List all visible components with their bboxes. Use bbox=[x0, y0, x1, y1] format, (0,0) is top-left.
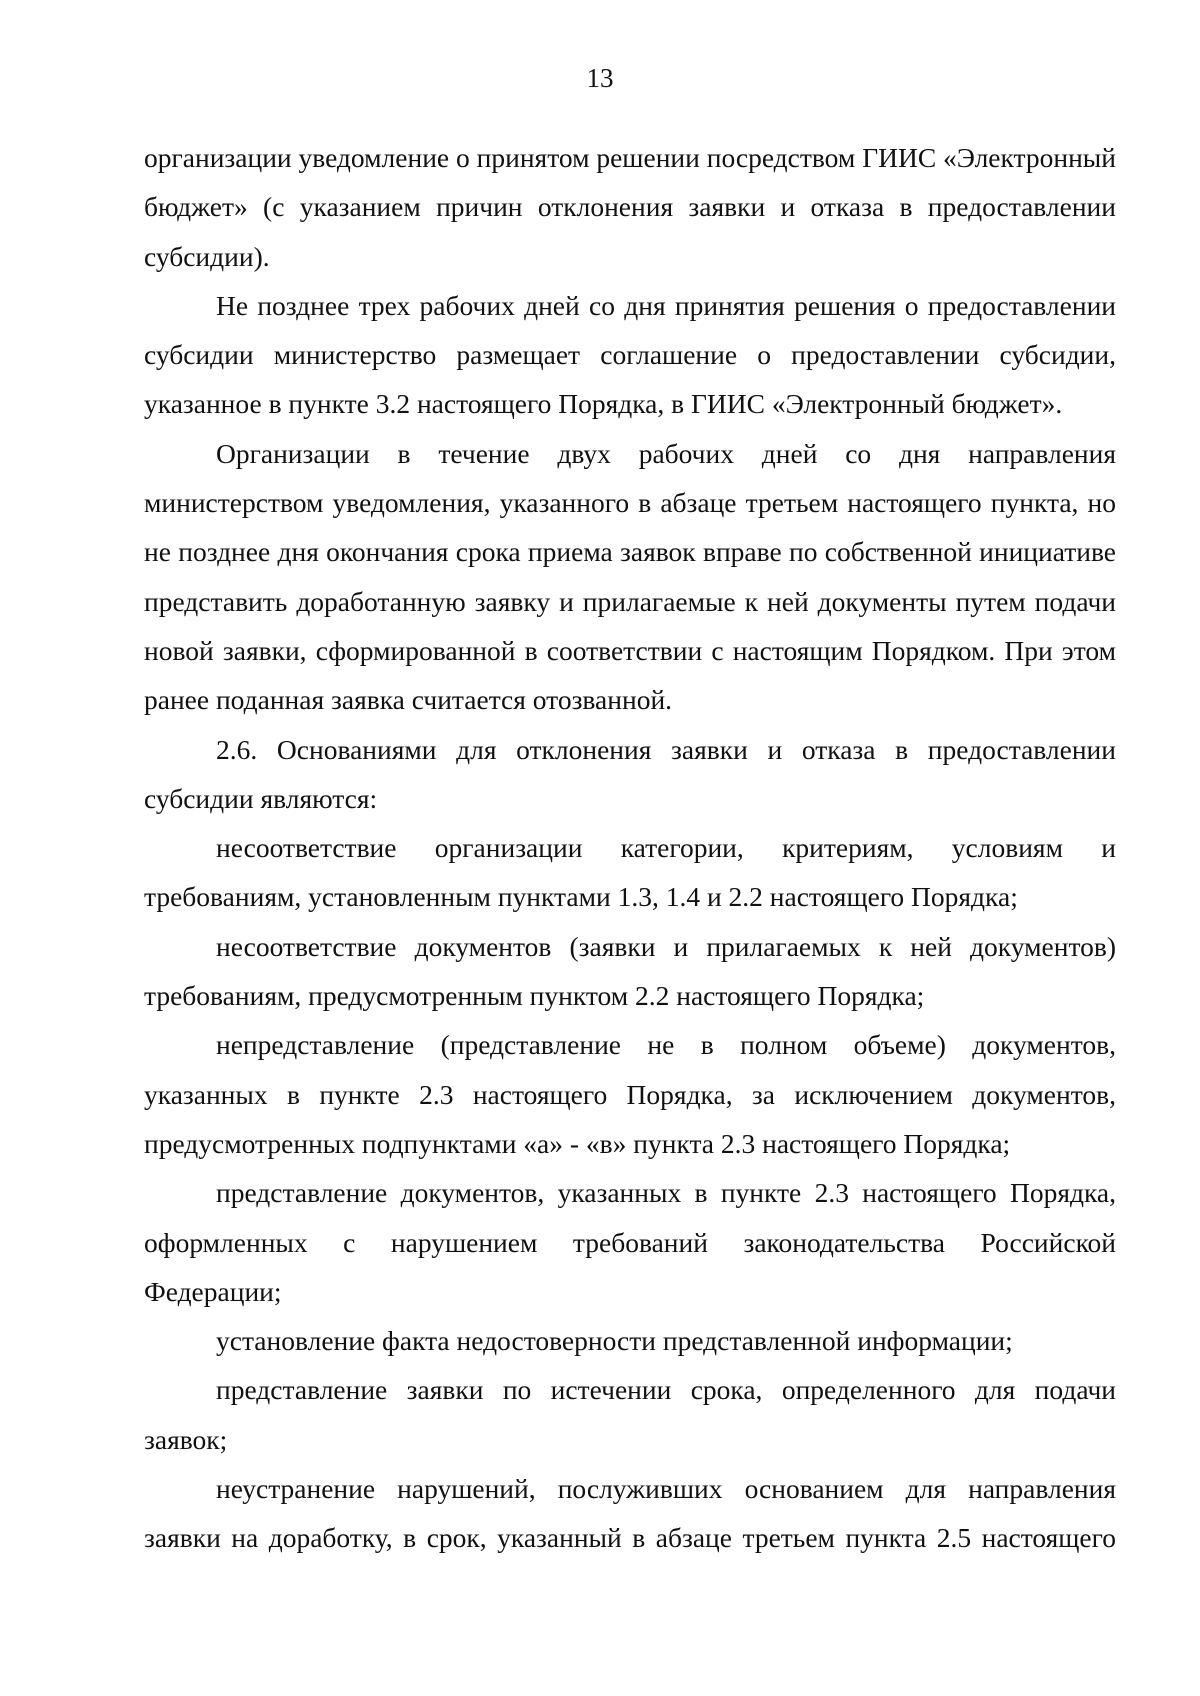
list-item: несоответствие организации категории, критериям, условиям и требованиям, установленным пунктами 1.3, 1.4 и 2.2 настоящего Порядка; bbox=[144, 832, 1116, 913]
list-item: установление факта недостоверности представленной информации; bbox=[216, 1325, 1013, 1357]
list-item-continued: неустранение нарушений, послуживших основанием для направления заявки на доработку, в срок, указанный в абзаце третьем пункта 2.5 настоящего bbox=[144, 1473, 1116, 1554]
page-number: 13 bbox=[586, 63, 614, 93]
list-item: несоответствие документов (заявки и прилагаемых к ней документов) требованиям, предусмотренным пунктом 2.2 настоящего Порядка; bbox=[144, 930, 1116, 1012]
document-body bbox=[144, 133, 1116, 1563]
paragraph-section-2-6: 2.6. Основаниями для отклонения заявки и отказа в предоставлении субсидии являются: bbox=[144, 733, 1116, 814]
paragraph: Организации в течение двух рабочих дней со дня направления министерством уведомления, указанного в абзаце третьем настоящего пункта, но не позднее дня окончания срока приема заявок вправе по собственной инициативе представить доработанную заявку и прилагаемые к ней документы путем подачи новой заявки, сформированной в соответствии с настоящим Порядком. При этом ранее поданная заявка считается отозванной. bbox=[144, 437, 1116, 716]
paragraph-continuation: организации уведомление о принятом решении посредством ГИИС «Электронный бюджет» (с указанием причин отклонения заявки и отказа в предоставлении субсидии). bbox=[144, 142, 1116, 272]
paragraph: Не позднее трех рабочих дней со дня принятия решения о предоставлении субсидии министерство размещает соглашение о предоставлении субсидии, указанное в пункте 3.2 настоящего Порядка, в ГИИС «Электронный бюджет». bbox=[144, 289, 1116, 420]
list-item: представление документов, указанных в пункте 2.3 настоящего Порядка, оформленных с нарушением требований законодательства Российской Федерации; bbox=[144, 1177, 1116, 1307]
list-item: непредставление (представление не в полном объеме) документов, указанных в пункте 2.3 настоящего Порядка, за исключением документов, предусмотренных подпунктами «а» - «в» пункта 2.3 настоящего Порядка; bbox=[144, 1029, 1116, 1159]
list-item: представление заявки по истечении срока, определенного для подачи заявок; bbox=[144, 1374, 1116, 1455]
